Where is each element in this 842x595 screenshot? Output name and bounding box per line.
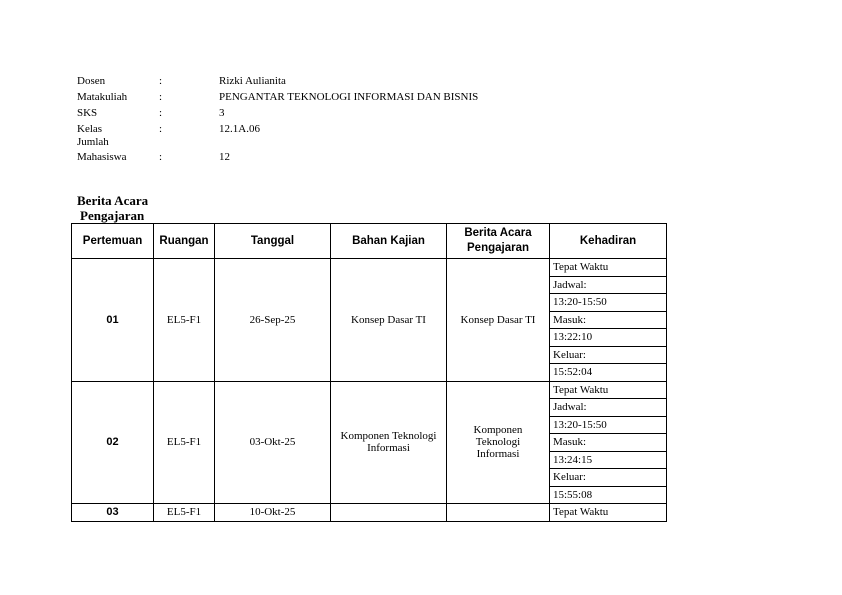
table-row	[72, 504, 667, 522]
cell-kehadiran-line: Masuk:	[550, 434, 667, 452]
section-title-line2: Pengajaran	[80, 208, 145, 223]
header-pertemuan: Pertemuan	[72, 224, 154, 259]
cell-bahan-kajian: Komponen Teknologi Informasi	[331, 381, 447, 504]
cell-bahan-kajian: Konsep Dasar TI	[331, 259, 447, 382]
cell-kehadiran-line: Keluar:	[550, 346, 667, 364]
header-bahan-kajian: Bahan Kajian	[331, 224, 447, 259]
info-label: Dosen	[77, 75, 106, 87]
info-value: Rizki Aulianita	[219, 75, 286, 87]
cell-kehadiran-line: Keluar:	[550, 469, 667, 487]
info-colon: :	[159, 151, 163, 163]
section-title	[77, 193, 148, 223]
info-colon: :	[159, 75, 163, 87]
cell-ruangan: EL5-F1	[154, 381, 215, 504]
header-tanggal: Tanggal	[215, 224, 331, 259]
cell-ruangan: EL5-F1	[154, 504, 215, 522]
cell-kehadiran-line: Tepat Waktu	[550, 381, 667, 399]
header-ruangan: Ruangan	[154, 224, 215, 259]
info-value: 3	[219, 107, 225, 119]
cell-berita-acara	[447, 504, 550, 522]
info-colon: :	[159, 123, 163, 135]
cell-kehadiran-line: 13:22:10	[550, 329, 667, 347]
cell-kehadiran-line: 13:20-15:50	[550, 294, 667, 312]
cell-ruangan: EL5-F1	[154, 259, 215, 382]
info-label: Jumlah	[77, 136, 109, 148]
cell-pertemuan: 01	[72, 259, 154, 382]
cell-berita-acara: Konsep Dasar TI	[447, 259, 550, 382]
info-label: Matakuliah	[77, 91, 128, 103]
table-header-row	[72, 224, 667, 259]
cell-kehadiran-line: 15:52:04	[550, 364, 667, 382]
cell-kehadiran-line: 13:20-15:50	[550, 416, 667, 434]
info-label: Mahasiswa	[77, 151, 127, 163]
cell-kehadiran-line: Tepat Waktu	[550, 504, 667, 522]
table-row	[72, 381, 667, 399]
cell-kehadiran-line: 13:24:15	[550, 451, 667, 469]
cell-kehadiran-line: Masuk:	[550, 311, 667, 329]
cell-tanggal: 03-Okt-25	[215, 381, 331, 504]
info-colon: :	[159, 91, 163, 103]
cell-kehadiran-line: Jadwal:	[550, 276, 667, 294]
cell-tanggal: 26-Sep-25	[215, 259, 331, 382]
cell-kehadiran-line: Jadwal:	[550, 399, 667, 417]
info-value: 12.1A.06	[219, 123, 260, 135]
cell-berita-acara: Komponen Teknologi Informasi	[447, 381, 550, 504]
section-title-line1: Berita Acara	[77, 193, 149, 208]
cell-tanggal: 10-Okt-25	[215, 504, 331, 522]
info-label: Kelas	[77, 123, 103, 135]
attendance-table	[71, 223, 667, 522]
info-label: SKS	[77, 107, 98, 119]
cell-bahan-kajian	[331, 504, 447, 522]
info-value: PENGANTAR TEKNOLOGI INFORMASI DAN BISNIS	[219, 91, 479, 103]
info-colon: :	[159, 107, 163, 119]
info-value: 12	[219, 151, 230, 163]
cell-pertemuan: 02	[72, 381, 154, 504]
header-berita-acara: Berita Acara Pengajaran	[447, 224, 550, 259]
header-kehadiran: Kehadiran	[550, 224, 667, 259]
cell-kehadiran-line: Tepat Waktu	[550, 259, 667, 277]
table-row	[72, 259, 667, 277]
cell-kehadiran-line: 15:55:08	[550, 486, 667, 504]
cell-pertemuan: 03	[72, 504, 154, 522]
